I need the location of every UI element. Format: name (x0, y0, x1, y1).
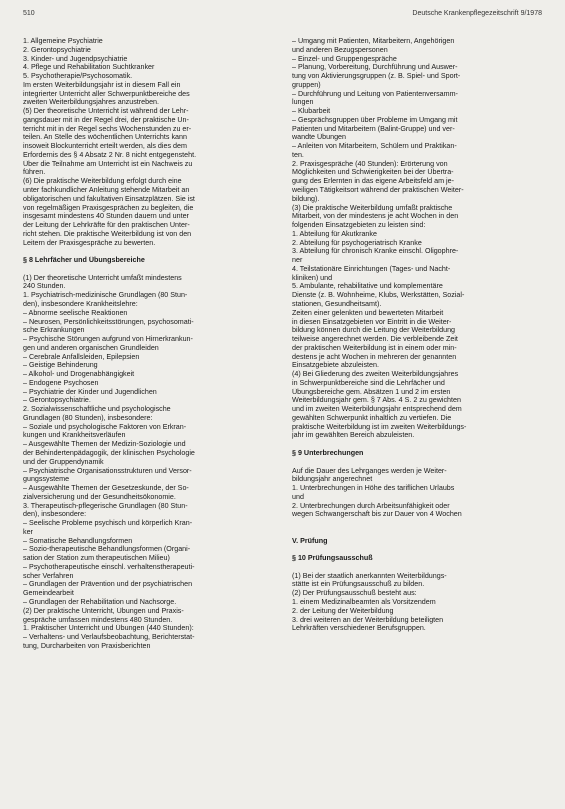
text-line: – Planung, Vorbereitung, Durchführung und Auswer- (292, 63, 458, 72)
text-line: wegen Schwangerschaft bis zur Dauer von 4 Wochen (292, 510, 462, 519)
text-line: in Schwerpunktbereiche sind die Lehrfächer und (292, 378, 445, 387)
text-line: – Gerontopsychiatrie. (23, 396, 91, 405)
text-line: Einsatzgebiete abzuleisten. (292, 361, 379, 370)
text-line: gungssysteme (23, 475, 70, 484)
text-line: teilen. An Stelle des wöchentlichen Unterrichts kann (23, 133, 187, 142)
text-line: – Ausgewählte Themen der Gesetzeskunde, der So- (23, 484, 189, 493)
text-line: 5. Ambulante, rehabilitative und komplementäre (292, 282, 443, 291)
text-line: (6) Die praktische Weiterbildung erfolgt durch eine (23, 177, 182, 186)
text-line: unter fachkundlicher Anleitung stehende Mitarbeit an (23, 186, 190, 195)
text-line: ner (292, 256, 303, 265)
text-line: integrierter Unterricht aller Schwerpunktbereiche des (23, 89, 190, 98)
text-line: der Behindertenpädagogik, der klinischen Psychologie (23, 448, 195, 457)
blank-line (292, 563, 550, 572)
text-line: 1. Praktischer Unterricht und Übungen (440 Stunden): (23, 624, 194, 633)
text-line: praktische Weiterbildung ist im zweiten Weiterbildungs- (292, 422, 467, 431)
text-line: Zeiten einer gelenkten und bewerteten Mitarbeit (292, 308, 444, 317)
text-line: der Leitung der Lehrkräfte für den praktischen Unter- (23, 221, 190, 230)
text-line: 1. einem Medizinalbeamten als Vorsitzendem (292, 598, 436, 606)
text-line: – Somatische Behandlungsformen (23, 536, 133, 545)
text-line: tung von Aktivierungsgruppen (z. B. Spiel- und Sport- (292, 72, 461, 81)
blank-line (292, 545, 550, 554)
text-line: – Anleiten von Mitarbeitern, Schülern und Praktikan- (292, 142, 457, 151)
text-line: Grundlagen (80 Stunden), insbesondere: (23, 413, 153, 422)
text-line: – Geistige Behinderung (23, 361, 98, 370)
text-line: – Einzel- und Gruppengespräche (292, 54, 397, 63)
text-line: 4. Pflege und Rehabilitation Suchtkranker (23, 63, 155, 72)
text-line: Im ersten Weiterbildungsjahr ist in diesem Fall ein (23, 80, 181, 89)
text-line: gung des Erlernten in das eigene Arbeitsfeld am je- (292, 177, 454, 186)
text-line: 2. Gerontopsychiatrie (23, 45, 91, 54)
text-line: gen und anderen organischen Grundleiden (23, 343, 159, 352)
section-heading: § 8 Lehrfächer und Übungsbereiche (23, 256, 145, 265)
text-line: 1. Psychiatrisch-medizinische Grundlagen (80 Stun- (23, 291, 188, 300)
text-line: 2. der Leitung der Weiterbildung (292, 606, 394, 615)
text-line: folgenden Einsatzgebieten zu leisten sind: (292, 221, 426, 230)
blank-line (292, 519, 550, 528)
text-line: und anderen Bezugspersonen (292, 45, 388, 54)
text-line: – Seelische Probleme psychisch und körperlich Kran- (23, 519, 193, 528)
text-line: 1. Unterbrechungen in Höhe des tariflichen Urlaubs (292, 484, 455, 493)
text-line: – Umgang mit Patienten, Mitarbeitern, Angehörigen (292, 37, 455, 45)
text-line: Auf die Dauer des Lehrganges werden je Weiter- (292, 466, 447, 475)
text-line: Leitern der Praxisgespräche zu bewerten. (23, 238, 156, 247)
text-line: gewählten Schwerpunkt inhaltlich zu vertiefen. Die (292, 413, 452, 422)
text-line: führen. (23, 168, 46, 177)
text-line: Lehrkräften verschiedener Berufsgruppen. (292, 624, 426, 633)
text-line: stätte ist ein Prüfungsausschuß zu bilden. (292, 580, 425, 589)
text-line: stationen, Gesundheitsamt). (292, 299, 382, 308)
text-line: (1) Der theoretische Unterricht umfaßt mindestens (23, 273, 182, 282)
text-line: (2) Der praktische Unterricht, Übungen und Praxis- (23, 606, 184, 615)
text-line: (5) Der theoretische Unterricht ist während der Lehr- (23, 107, 189, 116)
text-line: 240 Stunden. (23, 282, 66, 291)
text-line: terricht mit in der Regel sechs Wochenstunden zu er- (23, 124, 192, 133)
text-line: 1. Allgemeine Psychiatrie (23, 37, 103, 45)
text-line: zialversicherung und der Gesundheitsökonomie. (23, 492, 176, 501)
text-line: den), insbesondere: (23, 510, 87, 519)
text-line: und im zweiten Weiterbildungsjahr entsprechend dem (292, 405, 462, 414)
text-line: – Soziale und psychologische Faktoren von Erkran- (23, 422, 187, 431)
text-line: – Grundlagen der Prävention und der psychiatrischen (23, 580, 193, 589)
text-line: zweiten Weiterbildungsjahres anzustreben. (23, 98, 160, 107)
text-line: Erfordernis des § 4 Absatz 2 Nr. 8 nicht entgegensteht. (23, 150, 197, 159)
blank-line (23, 247, 285, 256)
text-line: – Grundlagen der Rehabilitation und Nachsorge. (23, 598, 177, 606)
blank-line (23, 265, 285, 274)
text-line: – Psychotherapeutische einschl. verhaltenstherapeuti- (23, 562, 195, 571)
blank-line (292, 458, 550, 467)
text-line: – Neurosen, Persönlichkeitsstörungen, psychosomati- (23, 317, 194, 326)
text-line: bildung können durch die Leitung der Weiterbildung (292, 326, 456, 335)
text-line: kungen und Krankheitsverläufen (23, 431, 126, 440)
text-line: – Ausgewählte Themen der Medizin-Soziologie und (23, 440, 186, 449)
text-line: – Psychiatrische Organisationsstrukturen und Versor- (23, 466, 192, 475)
text-line: 5. Psychotherapie/Psychosomatik. (23, 72, 133, 81)
text-line: bildungsjahr angerechnet (292, 475, 373, 484)
text-line: in diesen Einsatzgebieten vor Eintritt in die Weiter- (292, 317, 452, 326)
text-line: – Verhaltens- und Verlaufsbeobachtung, Berichterstat- (23, 633, 195, 642)
text-line: – Alkohol- und Drogenabhängigkeit (23, 370, 135, 379)
text-line: wandte Übungen (292, 133, 346, 142)
text-line: – Cerebrale Anfallsleiden, Epilepsien (23, 352, 140, 361)
text-line: und der Gruppendynamik (23, 457, 104, 466)
text-line: gespräche umfassen mindestens 480 Stunden. (23, 615, 173, 624)
text-line: 4. Teilstationäre Einrichtungen (Tages- und Nacht- (292, 264, 451, 273)
text-line: – Klubarbeit (292, 107, 331, 116)
text-line: bildung). (292, 194, 320, 203)
text-line: – Gesprächsgruppen über Probleme im Umgang mit (292, 115, 458, 124)
page-number: 510 (23, 10, 35, 17)
text-line: insoweit Blockunterricht erteilt werden, als dies dem (23, 142, 187, 151)
section-heading: § 9 Unterbrechungen (292, 448, 364, 457)
text-line: (3) Die praktische Weiterbildung umfaßt praktische (292, 203, 453, 212)
text-line: destens je acht Wochen in mehreren der genannten (292, 352, 457, 361)
blank-line (292, 440, 550, 449)
text-line: – Psychiatrie der Kinder und Jugendlichen (23, 387, 157, 396)
text-line: – Sozio-therapeutische Behandlungsformen (Organi- (23, 545, 191, 554)
text-line: der praktischen Weiterbildung ist in einem oder min- (292, 343, 457, 352)
text-line: (4) Bei Gliederung des zweiten Weiterbildungsjahres (292, 370, 459, 379)
text-line: sche Erkrankungen (23, 326, 85, 335)
text-line: weiligen Tätigkeitsort während der praktischen Weiter- (292, 186, 464, 195)
text-line: und (292, 492, 304, 501)
text-line: gangsdauer mit in der Regel drei, der praktische Un- (23, 115, 189, 124)
text-line: kliniken) und (292, 273, 333, 282)
text-line: richt stehen. Die praktische Weiterbildung ist von den (23, 229, 192, 238)
text-line: tung, Durcharbeiten von Praxisberichten (23, 641, 151, 650)
text-line: 3. Kinder- und Jugendpsychiatrie (23, 54, 128, 63)
text-line: – Psychische Störungen aufgrund von Hirnerkrankun- (23, 335, 193, 344)
text-line: obligatorischen und fakultativen Einsatzplätzen. Sie ist (23, 194, 195, 203)
text-line: ten. (292, 150, 304, 159)
text-line: scher Verfahren (23, 571, 74, 580)
text-line: 2. Abteilung für psychogeriatrisch Kranke (292, 238, 422, 247)
text-line: Gemeindearbeit (23, 589, 74, 598)
text-line: Über die Teilnahme am Unterricht ist ein Nachweis zu (23, 159, 193, 168)
section-heading: § 10 Prüfungsausschuß (292, 554, 373, 563)
text-line: insgesamt mindestens 40 Stunden dauern und unter (23, 212, 189, 221)
text-line: von regelmäßigen Praxisgesprächen zu begleiten, die (23, 203, 194, 212)
text-line: sation der Station zum therapeutischen Milieu) (23, 554, 170, 563)
text-line: 3. drei weiteren an der Weiterbildung beteiligten (292, 615, 444, 624)
text-line: jahr im gewählten Bereich abzuleisten. (292, 431, 415, 440)
text-line: 3. Therapeutisch-pflegerische Grundlagen (80 Stun- (23, 501, 188, 510)
text-line: (1) Bei der staatlich anerkannten Weiterbildungs- (292, 571, 447, 580)
text-line: Dienste (z. B. Wohnheime, Klubs, Werkstätten, Sozial- (292, 291, 465, 300)
text-line: – Abnorme seelische Reaktionen (23, 308, 128, 317)
text-line: Mitarbeit, von der mindestens je acht Wochen in den (292, 212, 459, 221)
text-line: Weiterbildungsjahr gem. § 7 Abs. 4 S. 2 zu gewichten (292, 396, 461, 405)
text-line: ker (23, 527, 33, 536)
right-column (292, 37, 550, 633)
text-line: (2) Der Prüfungsausschuß besteht aus: (292, 589, 417, 598)
journal-title: Deutsche Krankenpflegezeitschrift 9/1978 (412, 10, 542, 17)
left-column (23, 37, 285, 651)
text-line: – Durchführung und Leitung von Patientenversamm- (292, 89, 458, 98)
text-line: den), insbesondere Krankheitslehre: (23, 299, 138, 308)
text-line: 2. Sozialwissenschaftliche und psychologische (23, 405, 171, 414)
text-line: 3. Abteilung für chronisch Kranke einschl. Oligophre- (292, 247, 459, 256)
text-line: 1. Abteilung für Akutkranke (292, 229, 377, 238)
text-line: lungen (292, 98, 314, 107)
text-line: teilweise angerechnet werden. Die verbleibende Zeit (292, 335, 458, 344)
text-line: Möglichkeiten und Schwierigkeiten bei der Übertra- (292, 168, 454, 177)
text-line: – Endogene Psychosen (23, 378, 99, 387)
text-line: 2. Praxisgespräche (40 Stunden): Erörterung von (292, 159, 448, 168)
section-heading: V. Prüfung (292, 536, 328, 545)
text-line: gruppen) (292, 80, 321, 89)
blank-line (292, 528, 550, 537)
text-line: Patienten und Mitarbeitern (Balint-Gruppe) und ver- (292, 124, 455, 133)
text-line: Übungsbereiche gem. Absätzen 1 und 2 im ersten (292, 387, 451, 396)
text-line: 2. Unterbrechungen durch Arbeitsunfähigkeit oder (292, 501, 450, 510)
